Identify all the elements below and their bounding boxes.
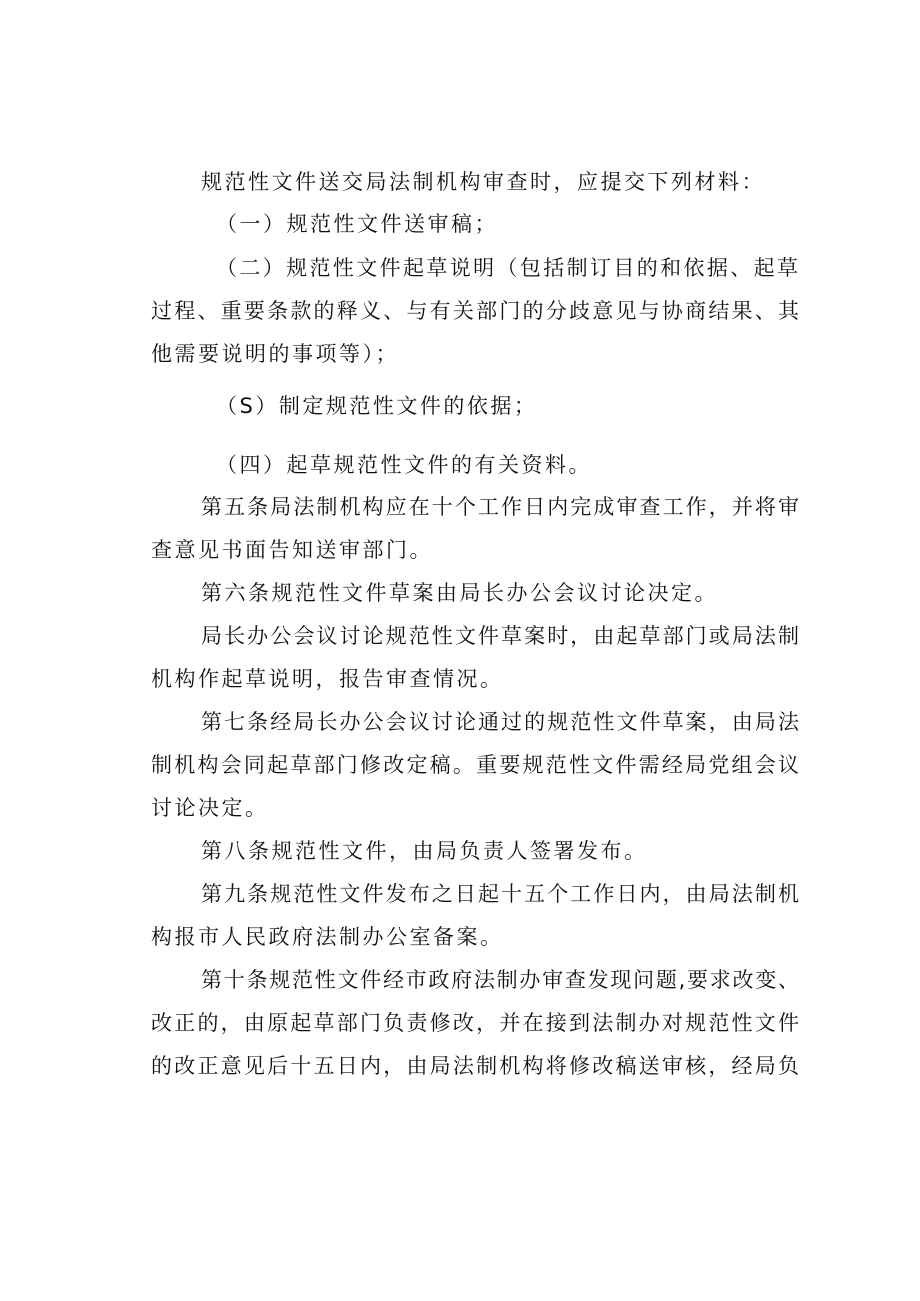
paragraph-line: 机构作起草说明，报告审查情况。 xyxy=(151,667,504,691)
paragraph-line: 制机构会同起草部门修改定稿。重要规范性文件需经局党组会议 xyxy=(151,753,799,777)
paragraph-line: 的改正意见后十五日内，由局法制机构将修改稿送审核，经局负 xyxy=(151,1054,799,1078)
paragraph-line: 第八条规范性文件，由局负责人签署发布。 xyxy=(201,839,648,863)
paragraph-line: 第七条经局长办公会议讨论通过的规范性文件草案，由局法 xyxy=(201,710,799,734)
paragraph-line: （一）规范性文件送审稿； xyxy=(216,212,498,236)
paragraph-line: 第五条局法制机构应在十个工作日内完成审查工作，并将审 xyxy=(201,495,799,519)
paragraph-line: 他需要说明的事项等）； xyxy=(151,342,399,366)
paragraph-line: 第九条规范性文件发布之日起十五个工作日内，由局法制机 xyxy=(201,882,799,906)
paragraph-line: 改正的，由原起草部门负责修改，并在接到法制办对规范性文件 xyxy=(151,1011,799,1035)
paragraph-line: （S）制定规范性文件的依据； xyxy=(216,394,538,418)
paragraph-line: （四）起草规范性文件的有关资料。 xyxy=(216,453,592,477)
paragraph-line: 第六条规范性文件草案由局长办公会议讨论决定。 xyxy=(201,581,718,605)
paragraph-line: 过程、重要条款的释义、与有关部门的分歧意见与协商结果、其 xyxy=(151,299,799,323)
paragraph-line: 规范性文件送交局法制机构审查时，应提交下列材料： xyxy=(201,170,765,194)
paragraph-line: 第十条规范性文件经市政府法制办审查发现问题,要求改变、 xyxy=(201,968,799,992)
paragraph-line: （二）规范性文件起草说明（包括制订目的和依据、起草 xyxy=(216,256,798,280)
paragraph-line: 局长办公会议讨论规范性文件草案时，由起草部门或局法制 xyxy=(201,624,799,648)
paragraph-line: 讨论决定。 xyxy=(151,796,269,820)
paragraph-line: 构报市人民政府法制办公室备案。 xyxy=(151,925,504,949)
paragraph-line: 查意见书面告知送审部门。 xyxy=(151,538,433,562)
